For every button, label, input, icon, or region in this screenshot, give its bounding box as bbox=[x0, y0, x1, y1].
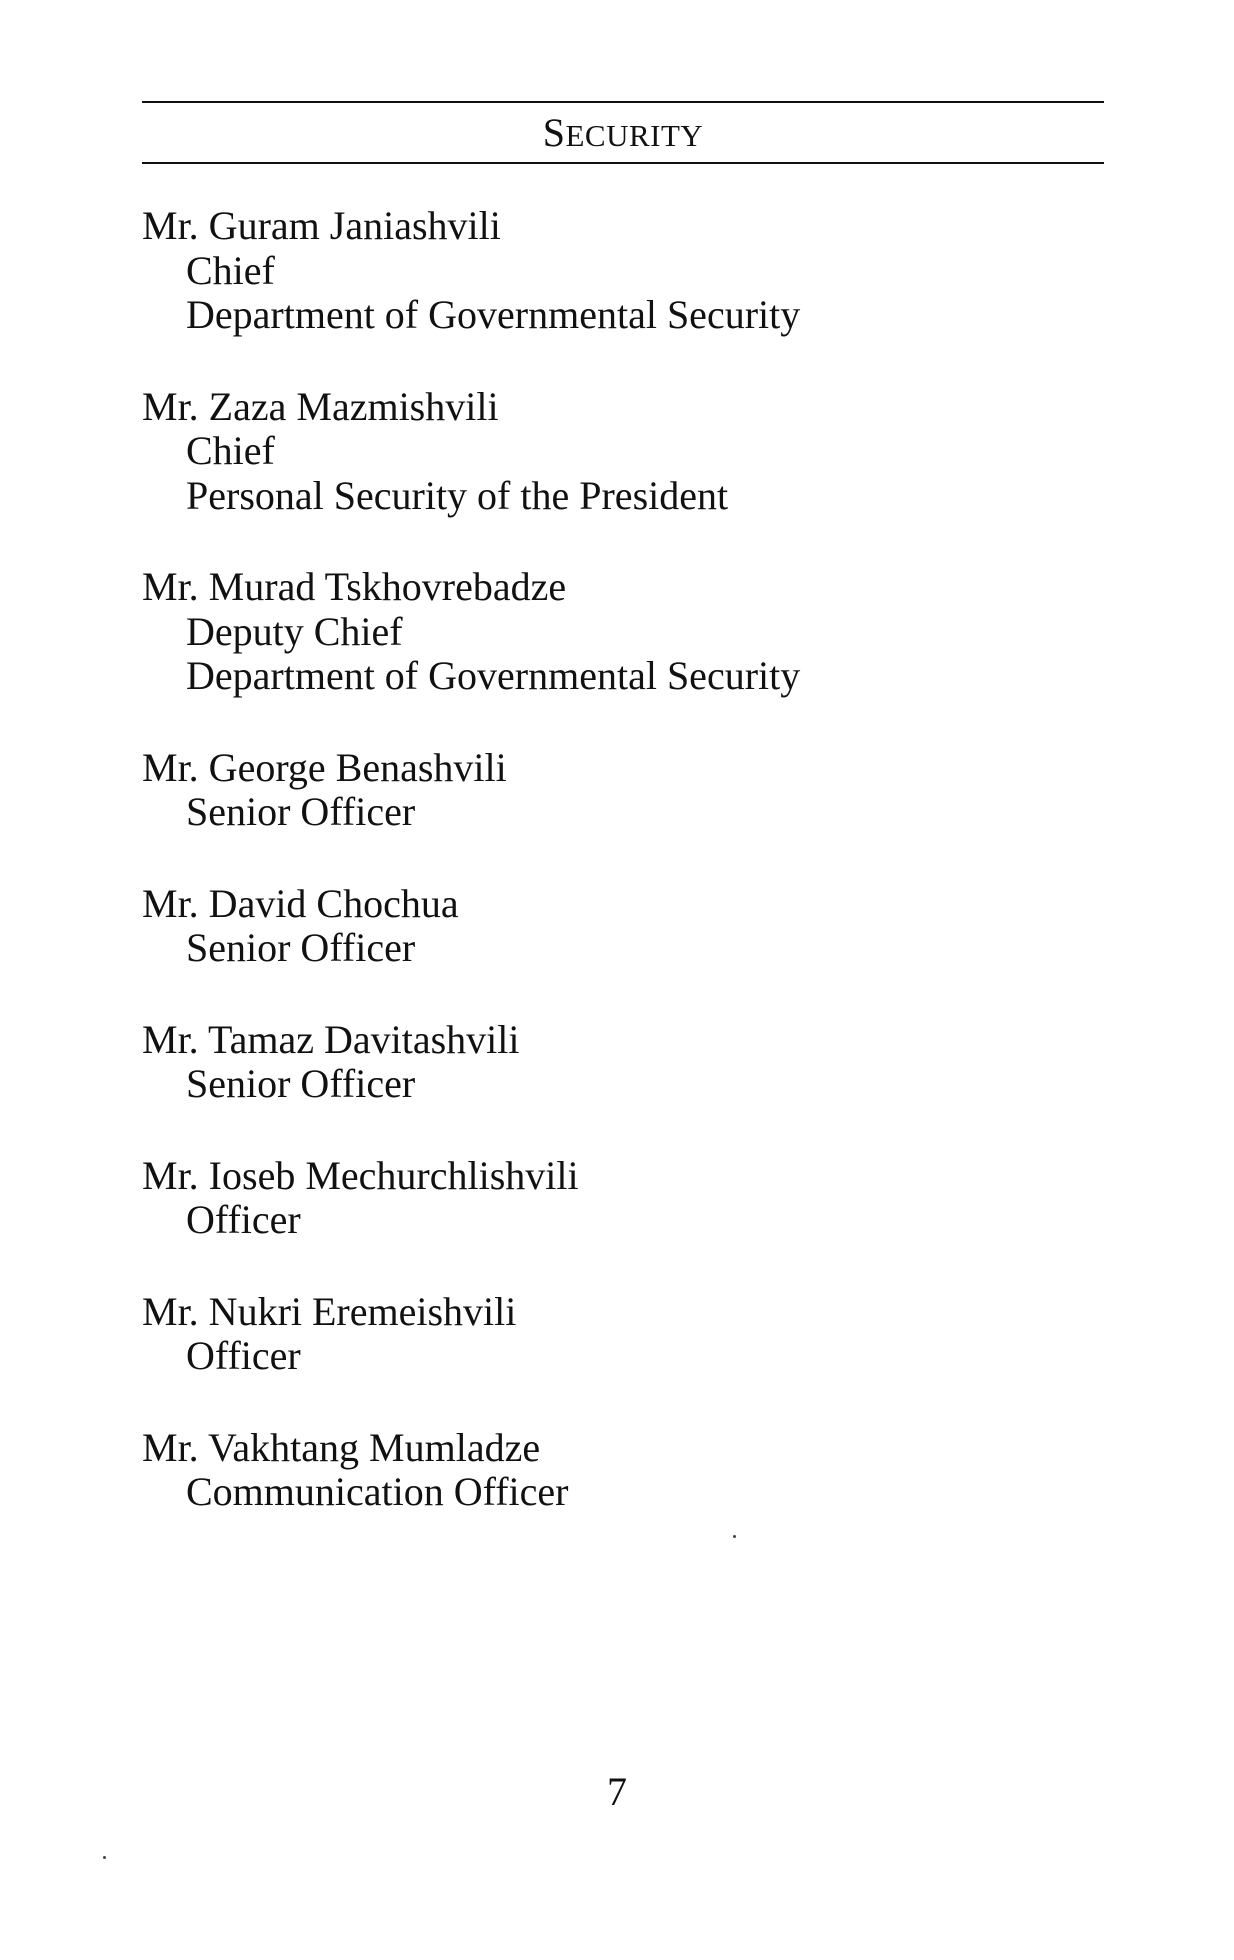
list-item bbox=[142, 204, 1042, 338]
scan-speck bbox=[103, 1856, 106, 1859]
person-name: Mr. Murad Tskhovrebadze bbox=[142, 564, 567, 609]
person-title: Communication Officer bbox=[186, 1469, 569, 1514]
person-name: Mr. Guram Janiashvili bbox=[142, 203, 501, 248]
person-name: Mr. Vakhtang Mumladze bbox=[142, 1424, 541, 1470]
list-item bbox=[142, 1426, 1042, 1515]
list-item bbox=[142, 746, 1042, 835]
person-title: Officer bbox=[186, 1333, 301, 1378]
section-title-initial: S bbox=[542, 110, 566, 155]
person-title: Chief bbox=[186, 428, 275, 473]
list-item bbox=[142, 1018, 1042, 1107]
list-item bbox=[142, 1154, 1042, 1243]
list-item bbox=[142, 565, 1042, 699]
person-name: Mr. George Benashvili bbox=[142, 744, 507, 790]
person-title: Senior Officer bbox=[186, 1061, 416, 1106]
page-number: 7 bbox=[607, 1769, 627, 1814]
person-title: Chief bbox=[186, 247, 275, 293]
scan-speck bbox=[733, 1535, 736, 1538]
personnel-list bbox=[142, 204, 1042, 1562]
person-title: Deputy Chief bbox=[186, 608, 403, 654]
person-title: Senior Officer bbox=[186, 789, 416, 834]
section-title-rest: ECURITY bbox=[565, 118, 704, 153]
person-name: Mr. Zaza Mazmishvili bbox=[142, 383, 499, 429]
person-name: Mr. Ioseb Mechurchlishvili bbox=[142, 1152, 579, 1198]
list-item bbox=[142, 1290, 1042, 1379]
list-item bbox=[142, 385, 1042, 519]
person-department: Department of Governmental Security bbox=[186, 292, 801, 337]
person-department: Personal Security of the President bbox=[186, 472, 729, 518]
header-rule-top bbox=[142, 101, 1104, 103]
person-name: Mr. David Chochua bbox=[142, 880, 459, 926]
person-title: Senior Officer bbox=[186, 925, 416, 970]
person-name: Mr. Nukri Eremeishvili bbox=[142, 1288, 517, 1334]
person-name: Mr. Tamaz Davitashvili bbox=[142, 1016, 520, 1062]
header-rule-bottom bbox=[142, 162, 1104, 164]
section-title bbox=[142, 108, 1104, 161]
person-department: Department of Governmental Security bbox=[186, 653, 801, 698]
list-item bbox=[142, 882, 1042, 971]
person-title: Officer bbox=[186, 1197, 301, 1242]
